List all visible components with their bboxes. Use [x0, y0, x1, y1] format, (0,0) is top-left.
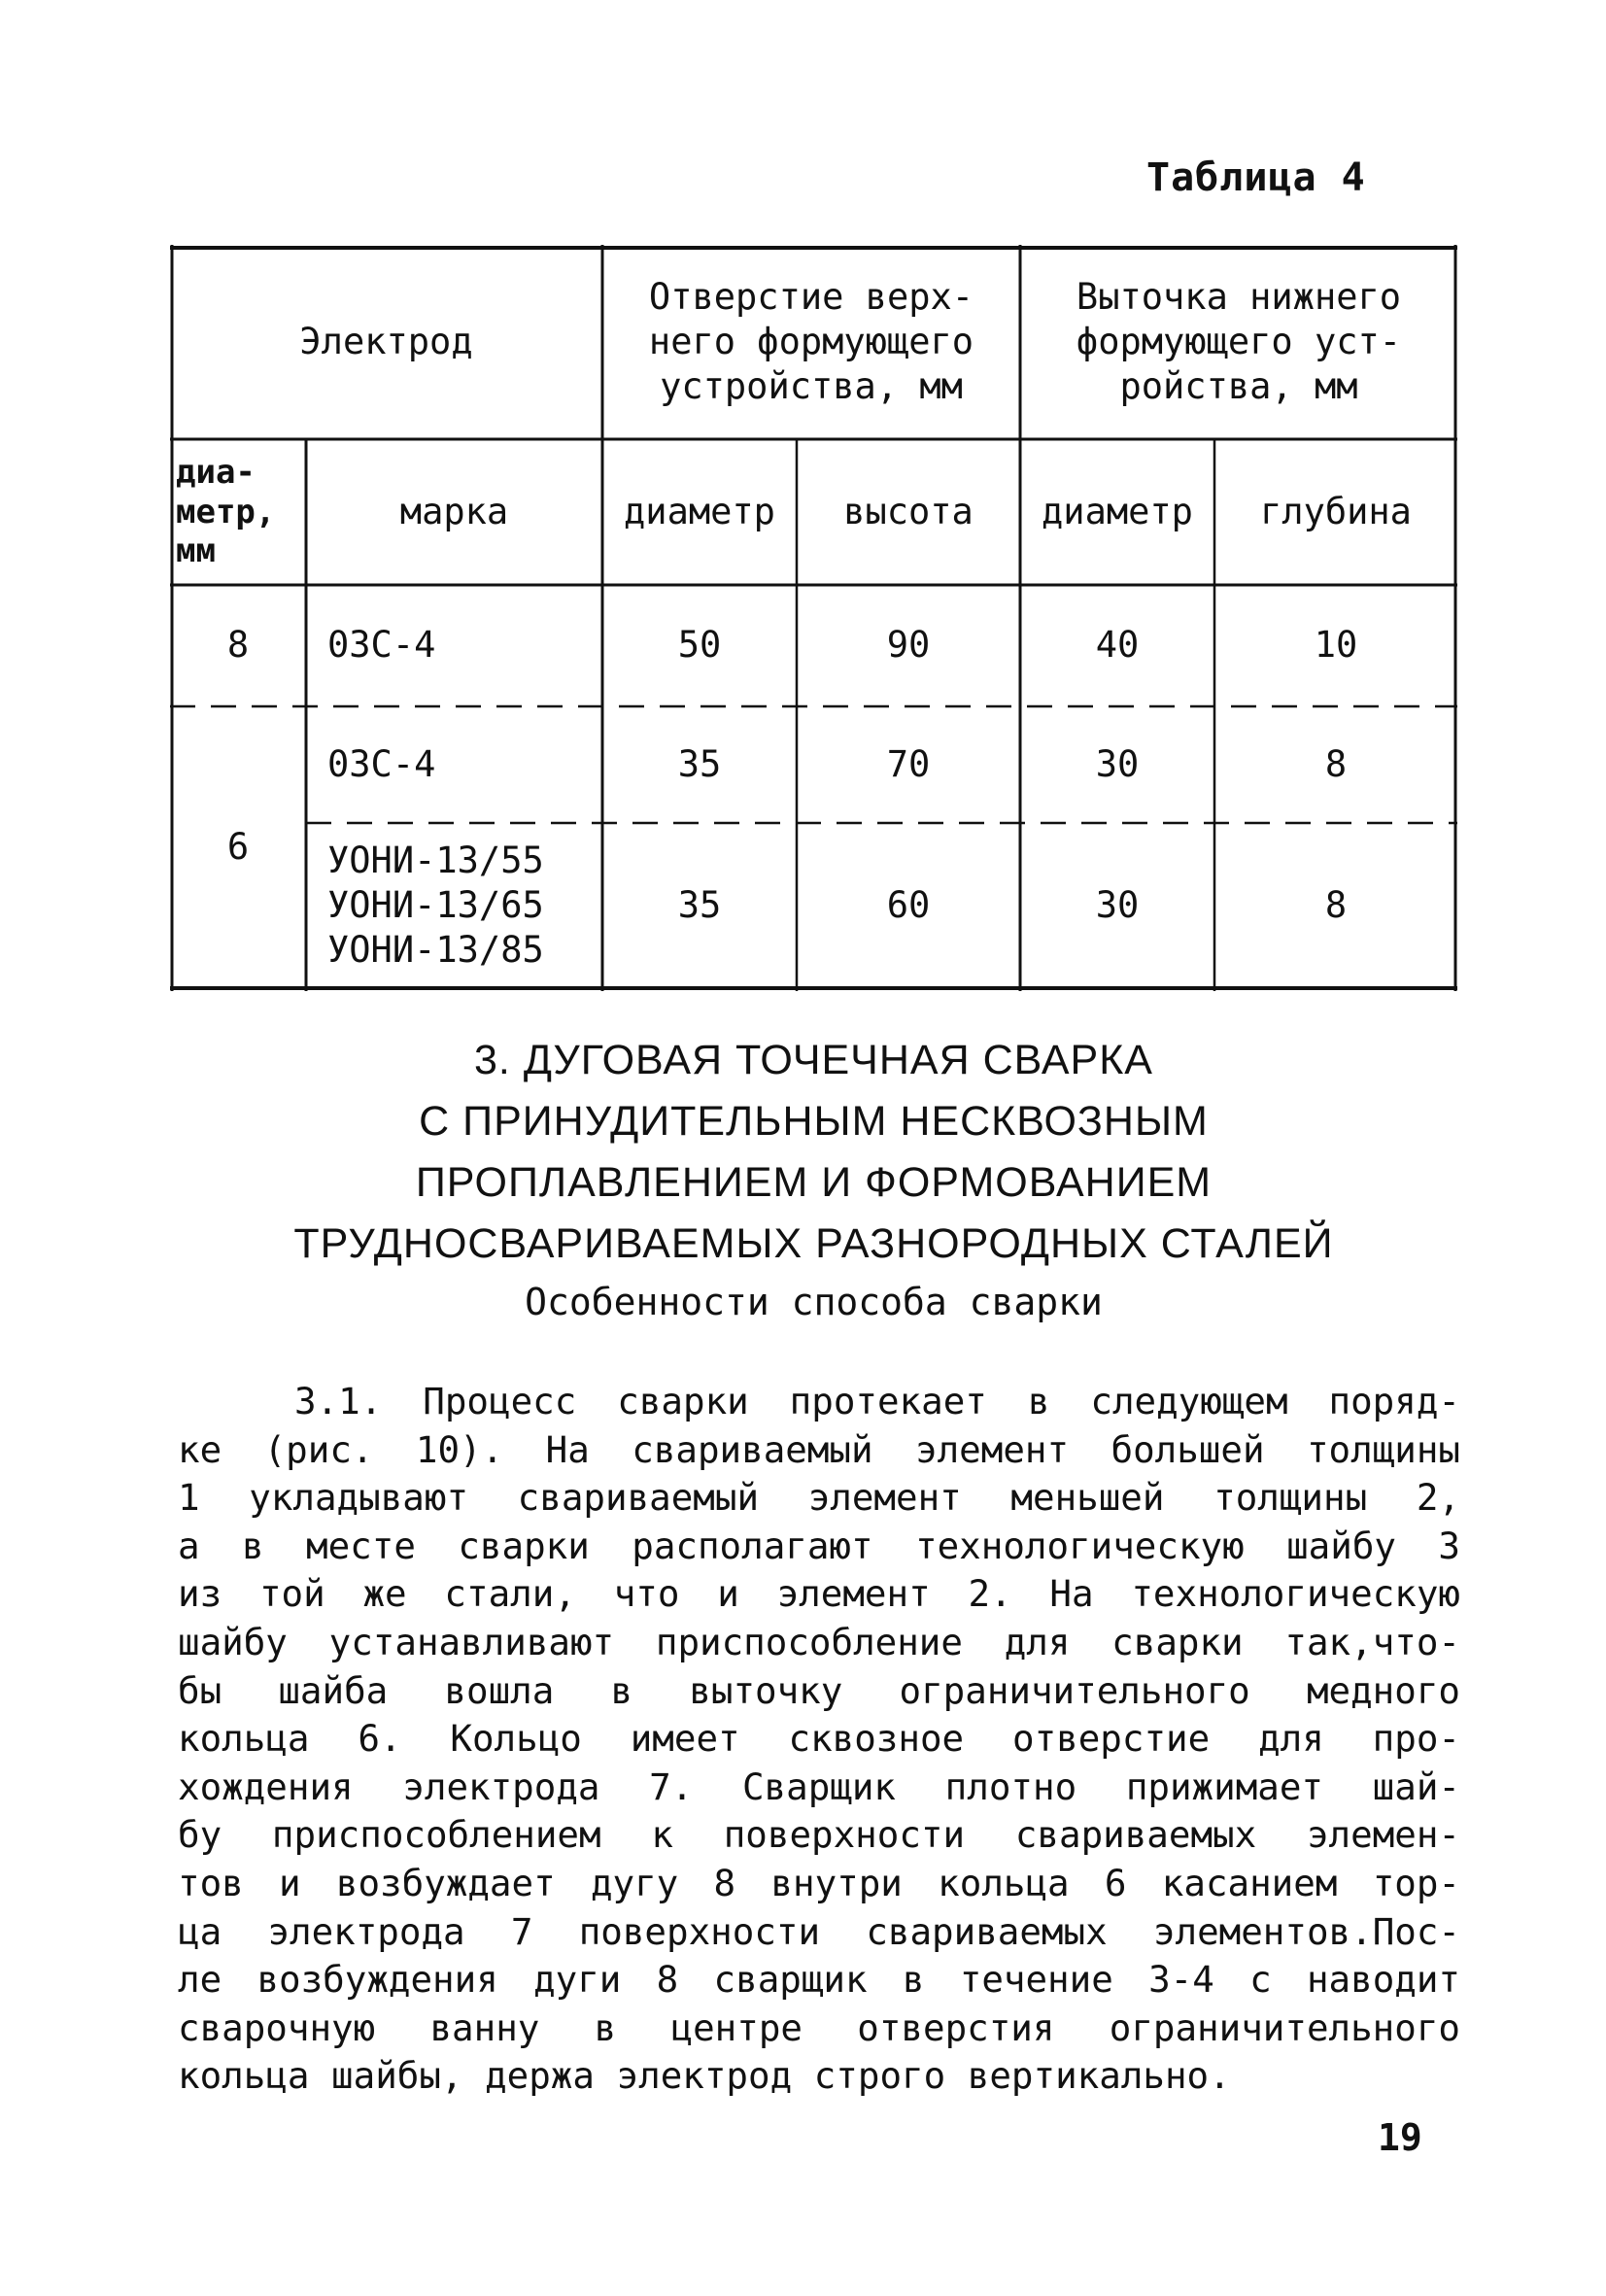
- row-2-hole-diameter: 35: [677, 742, 722, 785]
- header-upper-hole-line-1: Отверстие верх-: [648, 275, 974, 318]
- header-upper-hole-line-2: него формующего: [648, 320, 974, 362]
- header-electrode: Электрод: [299, 320, 473, 362]
- section-title-line-3: ПРОПЛАВЛЕНИЕМ И ФОРМОВАНИЕМ: [415, 1159, 1213, 1206]
- paragraph-line-9: хождения электрода 7. Сварщик плотно прижимает шай-: [178, 1765, 1460, 1808]
- header-lower-groove-line-3: ройства, мм: [1119, 365, 1358, 408]
- row-3-brand-line-3: УОНИ-13/85: [327, 929, 544, 972]
- row-3-groove-depth: 8: [1324, 883, 1348, 926]
- row-3-hole-height: 60: [886, 883, 931, 926]
- header-lower-groove-line-1: Выточка нижнего: [1076, 275, 1402, 318]
- paragraph-line-6: шайбу устанавливают приспособление для сварки так,что-: [178, 1620, 1460, 1663]
- header-lower-groove-line-2: формующего уст-: [1076, 320, 1402, 362]
- header-upper-hole: [602, 245, 1020, 439]
- paragraph-line-13: ле возбуждения дуги 8 сварщик в течение 3-4 с наводит: [178, 1958, 1460, 2002]
- row-2-hole-height: 70: [886, 742, 931, 785]
- header-upper-hole-line-3: устройства, мм: [660, 365, 963, 408]
- body-paragraph: [178, 1378, 1460, 2101]
- paragraph-line-12: ца электрода 7 поверхности свариваемых элементов.Пос-: [178, 1909, 1460, 1953]
- subheader-diameter-line-3: мм: [176, 531, 216, 571]
- row-3-hole-diameter: 35: [677, 883, 722, 926]
- paragraph-line-11: тов и возбуждает дугу 8 внутри кольца 6 касанием тор-: [178, 1861, 1460, 1904]
- row-2-brand: 03С-4: [327, 742, 436, 785]
- row-3-diameter: 6: [226, 825, 250, 868]
- section-title: [170, 1030, 1457, 1275]
- row-3-groove-diameter: 30: [1095, 883, 1140, 926]
- row-3-brand-line-1: УОНИ-13/55: [327, 839, 544, 881]
- row-1-brand: 03С-4: [327, 624, 436, 667]
- subheader-diameter: [170, 439, 306, 585]
- paragraph-line-15: кольца шайбы, держа электрод строго вертикально.: [178, 2054, 1231, 2098]
- paragraph-line-4: а в месте сварки располагают технологическую шайбу 3: [178, 1524, 1460, 1567]
- row-1-groove-depth: 10: [1314, 624, 1358, 667]
- data-table: [170, 245, 1457, 991]
- subheader-lower-depth: глубина: [1260, 490, 1412, 532]
- paragraph-line-7: бы шайба вошла в выточку ограничительного медного: [178, 1668, 1460, 1712]
- row-3-brand: [306, 823, 602, 988]
- paragraph-line-2: ке (рис. 10). На свариваемый элемент большей толщины: [178, 1427, 1460, 1471]
- row-2-groove-depth: 8: [1324, 742, 1348, 785]
- paragraph-line-3: 1 укладывают свариваемый элемент меньшей толщины 2,: [178, 1476, 1460, 1520]
- row-1-diameter: 8: [226, 624, 250, 667]
- subheader-upper-diameter: диаметр: [624, 490, 775, 532]
- paragraph-line-14: сварочную ванну в центре отверстия ограничительного: [178, 2005, 1460, 2049]
- paragraph-line-8: кольца 6. Кольцо имеет сквозное отверстие для про-: [178, 1717, 1460, 1761]
- row-3-brand-line-2: УОНИ-13/65: [327, 883, 544, 926]
- section-title-line-2: С ПРИНУДИТЕЛЬНЫМ НЕСКВОЗНЫМ: [419, 1098, 1209, 1145]
- page-number: 19: [1378, 2116, 1422, 2159]
- section-title-line-1: 3. ДУГОВАЯ ТОЧЕЧНАЯ СВАРКА: [474, 1037, 1153, 1083]
- subheader-brand: марка: [399, 490, 509, 532]
- table-caption: Таблица 4: [1146, 155, 1366, 200]
- section-title-line-4: ТРУДНОСВАРИВАЕМЫХ РАЗНОРОДНЫХ СТАЛЕЙ: [293, 1220, 1334, 1267]
- row-1-hole-height: 90: [886, 624, 931, 667]
- header-lower-groove: [1020, 245, 1457, 439]
- paragraph-line-5: из той же стали, что и элемент 2. На технологическую: [178, 1572, 1460, 1616]
- row-2-groove-diameter: 30: [1095, 742, 1140, 785]
- row-1-groove-diameter: 40: [1095, 624, 1140, 667]
- row-1-hole-diameter: 50: [677, 624, 722, 667]
- subheader-lower-diameter: диаметр: [1042, 490, 1193, 532]
- section-subtitle: Особенности способа сварки: [525, 1281, 1103, 1323]
- subheader-diameter-line-1: диа-: [176, 452, 256, 492]
- paragraph-line-1: 3.1. Процесс сварки протекает в следующем поряд-: [294, 1380, 1460, 1422]
- subheader-upper-height: высота: [843, 490, 974, 532]
- subheader-diameter-line-2: метр,: [176, 492, 276, 531]
- paragraph-line-10: бу приспособлением к поверхности свариваемых элемен-: [178, 1813, 1460, 1857]
